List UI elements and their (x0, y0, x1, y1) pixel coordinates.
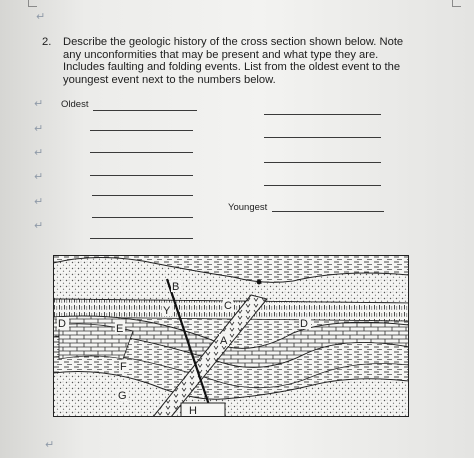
answer-blank[interactable] (264, 162, 381, 163)
label-F: F (120, 361, 127, 373)
label-H: H (189, 405, 197, 417)
label-G: G (118, 390, 127, 402)
answer-blank[interactable] (93, 110, 197, 111)
answer-blank[interactable] (272, 211, 384, 212)
question-number: 2. (42, 36, 52, 48)
return-arrow-icon: ↵ (45, 438, 55, 451)
label-B: B (172, 281, 180, 293)
geologic-cross-section (53, 255, 409, 417)
return-arrow-icon: ↵ (34, 146, 44, 159)
label-D-left: D (58, 318, 66, 330)
answer-blank[interactable] (90, 175, 193, 176)
return-arrow-icon: ↵ (34, 219, 44, 232)
answer-blank[interactable] (92, 195, 193, 196)
return-arrow-icon: ↵ (34, 195, 44, 208)
youngest-label: Youngest (228, 202, 268, 213)
answer-blank[interactable] (90, 152, 193, 153)
answer-blank[interactable] (90, 238, 193, 239)
oldest-label: Oldest (61, 99, 89, 110)
answer-blank[interactable] (90, 130, 193, 131)
label-C: C (224, 300, 232, 312)
question-block (44, 36, 414, 86)
corner-mark (28, 0, 37, 7)
answer-blank[interactable] (264, 137, 381, 138)
return-arrow-icon: ↵ (36, 10, 46, 23)
question-text: Describe the geologic history of the cross section shown below. Note any unconformities that may be present and what type they are. Includes faulting and folding events. List from the oldest event to the youngest event next to the numbers below. (63, 36, 404, 86)
label-D-right: D (300, 318, 308, 330)
answer-blank[interactable] (264, 114, 381, 115)
label-Y: Y (163, 305, 171, 317)
label-A: A (220, 335, 228, 347)
label-E: E (116, 323, 124, 335)
return-arrow-icon: ↵ (34, 122, 44, 135)
return-arrow-icon: ↵ (34, 97, 44, 110)
answer-blank[interactable] (264, 185, 381, 186)
return-arrow-icon: ↵ (34, 170, 44, 183)
corner-mark (452, 0, 461, 7)
answer-blank[interactable] (92, 217, 193, 218)
